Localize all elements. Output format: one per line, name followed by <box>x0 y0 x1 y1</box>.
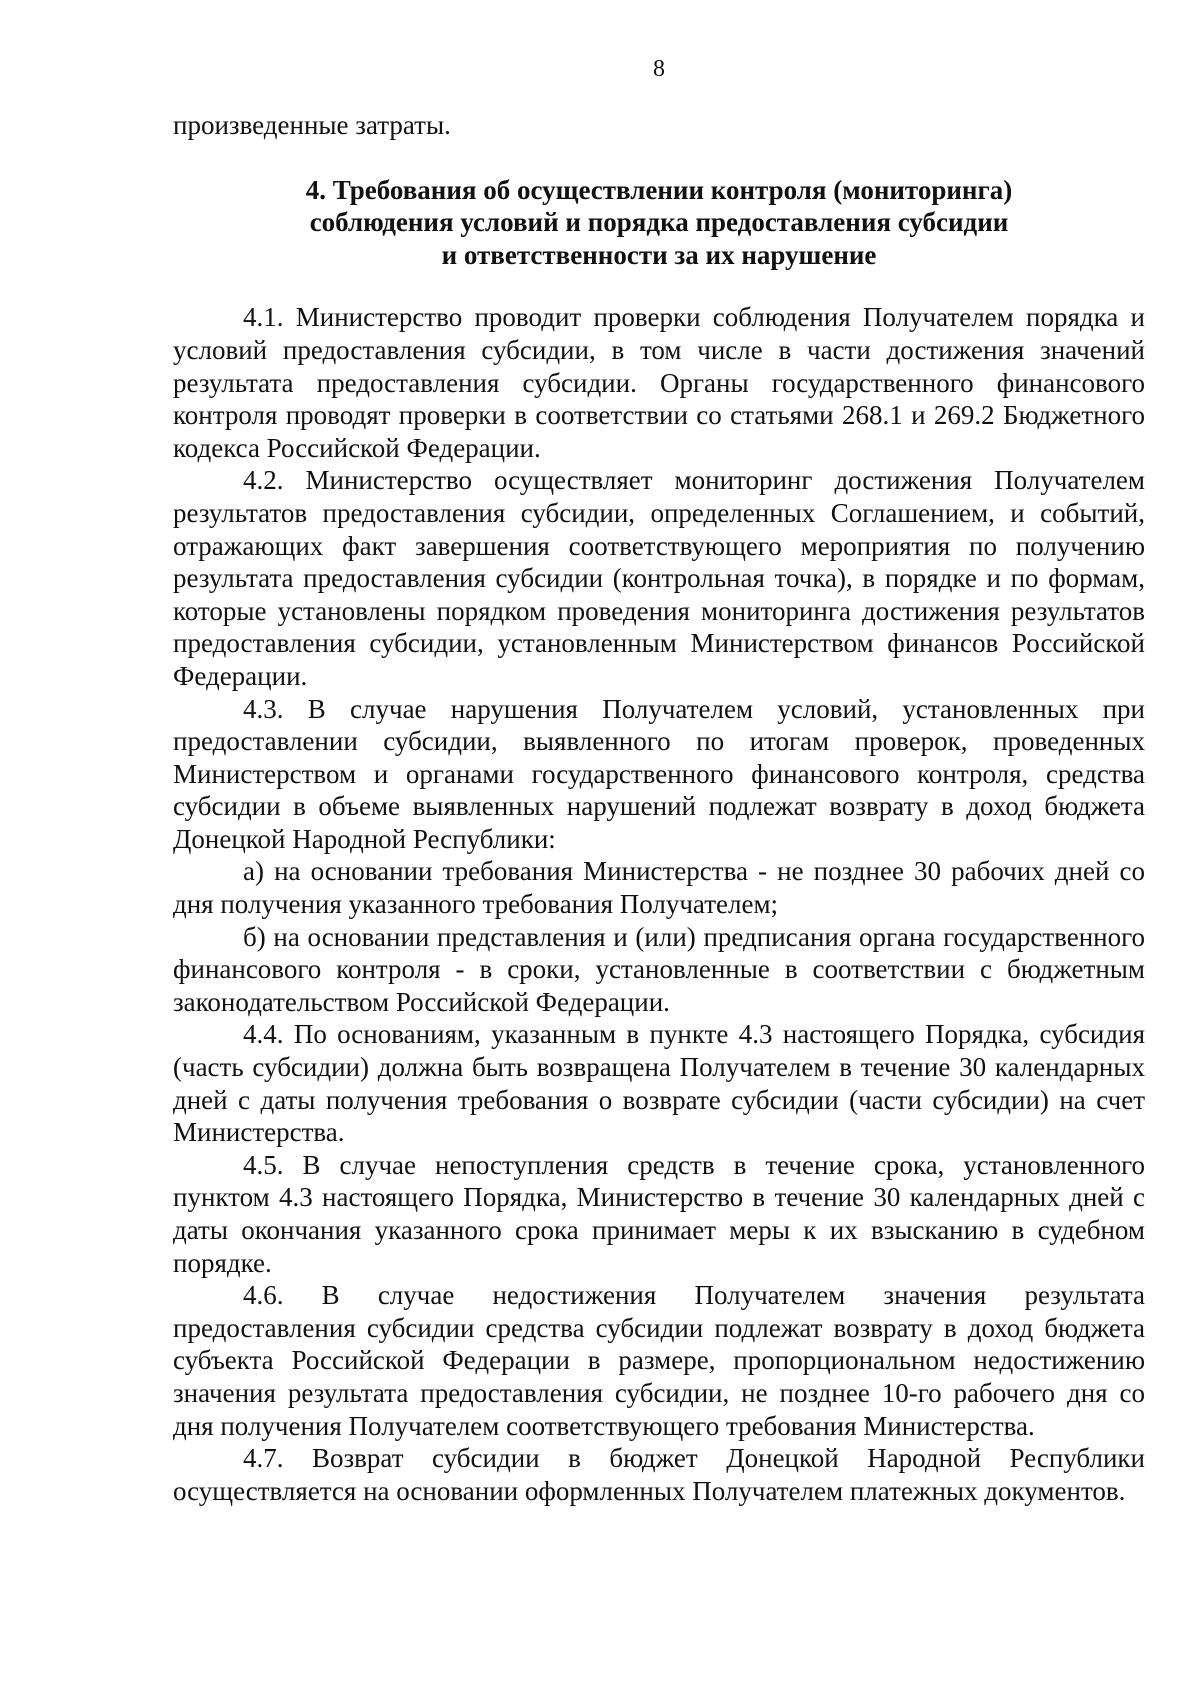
section-heading-line: и ответственности за их нарушение <box>441 239 877 270</box>
section-heading <box>173 174 1145 272</box>
paragraph-4-4: 4.4. По основаниям, указанным в пункте 4.3 настоящего Порядка, субсидия (часть субсидии) должна быть возвращена Получателем в течение 30 календарных дней с даты получения требования о возврате субсидии (части субсидии) на счет Министерства. <box>173 1019 1145 1148</box>
continued-text: произведенные затраты. <box>173 110 451 140</box>
page-number: 8 <box>653 56 665 82</box>
paragraph-4-3-b: б) на основании представления и (или) предписания органа государственного финансового контроля - в сроки, установленные в соответствии с бюджетным законодательством Российской Федерации. <box>173 921 1145 1017</box>
paragraph-4-1: 4.1. Министерство проводит проверки соблюдения Получателем порядка и условий предоставления субсидии, в том числе в части достижения значений результата предоставления субсидии. Органы государственного финансового контроля проводят проверки в соответствии со статьями 268.1 и 269.2 Бюджетного кодекса Российской Федерации. <box>173 302 1145 463</box>
paragraph-4-3: 4.3. В случае нарушения Получателем условий, установленных при предоставлении субсидии, выявленного по итогам проверок, проведенных Министерством и органами государственного финансового контроля, средства субсидии в объеме выявленных нарушений подлежат возврату в доход бюджета Донецкой Народной Республики: <box>173 693 1145 854</box>
paragraph-4-5: 4.5. В случае непоступления средств в течение срока, установленного пунктом 4.3 настоящего Порядка, Министерство в течение 30 календарных дней с даты окончания указанного срока принимает меры к их взысканию в судебном порядке. <box>173 1149 1145 1278</box>
paragraph-4-3-a: а) на основании требования Министерства - не позднее 30 рабочих дней со дня получения указанного требования Получателем; <box>173 856 1145 920</box>
paragraph-4-7: 4.7. Возврат субсидии в бюджет Донецкой Народной Республики осуществляется на основании оформленных Получателем платежных документов. <box>173 1443 1145 1506</box>
section-heading-line: соблюдения условий и порядка предоставления субсидии <box>309 207 1009 238</box>
section-heading-line: 4. Требования об осуществлении контроля (мониторинга) <box>305 174 1013 205</box>
paragraph-4-6: 4.6. В случае недостижения Получателем значения результата предоставления субсидии средства субсидии подлежат возврату в доход бюджета субъекта Российской Федерации в размере, пропорциональном недостижению значения результата предоставления субсидии, не позднее 10-го рабочего дня со дня получения Получателем соответствующего требования Министерства. <box>173 1280 1145 1441</box>
document-body <box>173 109 1145 1507</box>
paragraph-4-2: 4.2. Министерство осуществляет мониторинг достижения Получателем результатов предоставления субсидии, определенных Соглашением, и событий, отражающих факт завершения соответствующего мероприятия по получению результата предоставления субсидии (контрольная точка), в порядке и по формам, которые установлены порядком проведения мониторинга достижения результатов предоставления субсидии, установленным Министерством финансов Российской Федерации. <box>173 465 1145 691</box>
